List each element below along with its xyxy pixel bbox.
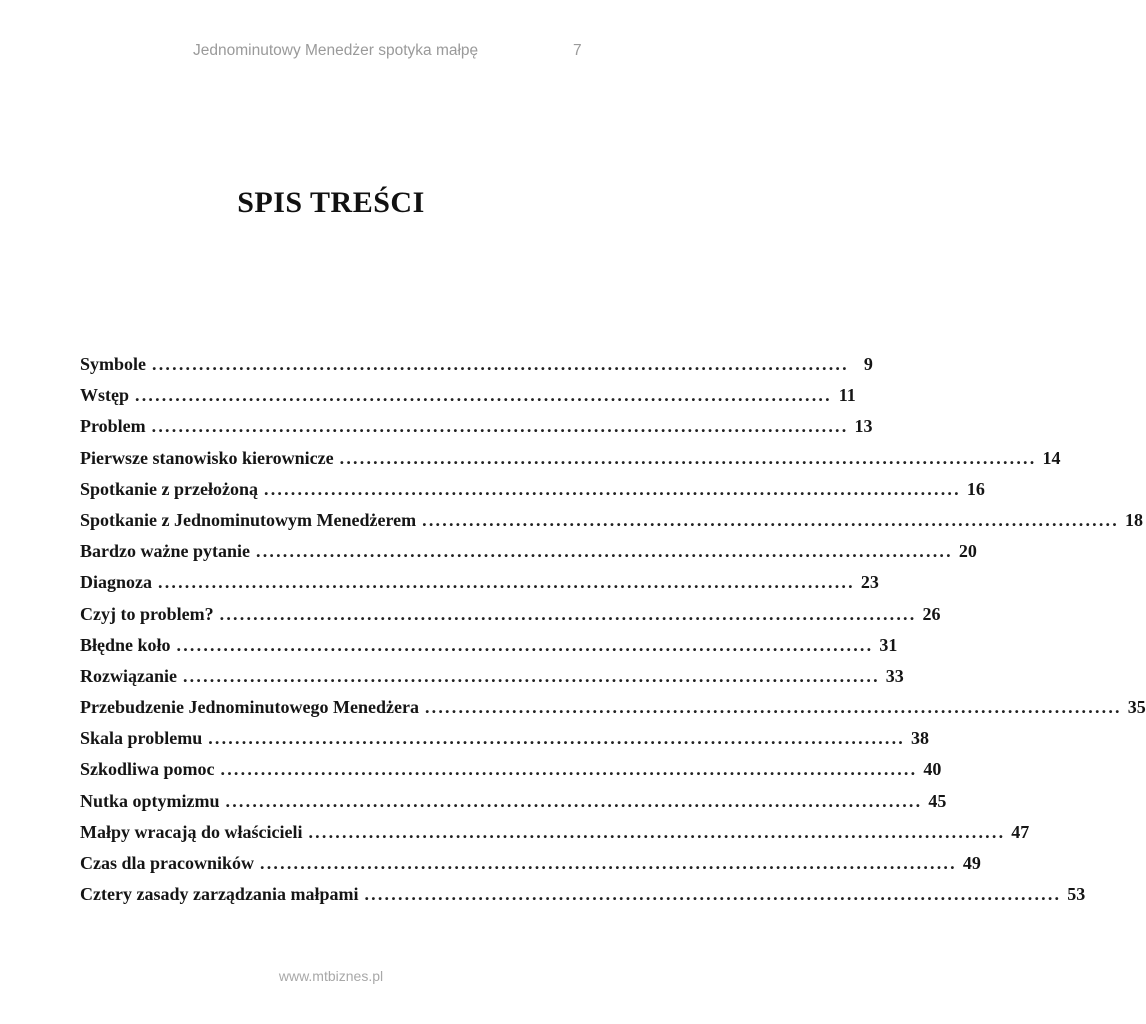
toc-leader-dots: ........................................................................................................ (208, 728, 906, 749)
toc-entry[interactable] (80, 634, 898, 666)
toc-entry-title: Przebudzenie Jednominutowego Menedżera (80, 697, 419, 718)
toc-entry-page: 23 (860, 572, 879, 593)
toc-entry[interactable] (80, 603, 941, 635)
table-of-contents (80, 354, 1146, 915)
toc-entry[interactable] (80, 416, 873, 447)
toc-entry-page: 38 (911, 728, 930, 749)
toc-entry-title: Spotkanie z Jednominutowym Menedżerem (80, 509, 417, 530)
toc-entry-title: Rozwiązanie (80, 665, 177, 686)
toc-entry[interactable] (80, 447, 1061, 479)
toc-entry-page: 45 (928, 790, 947, 811)
toc-entry-title: Czyj to problem? (80, 603, 214, 624)
toc-leader-dots: ........................................................................................................ (152, 354, 849, 374)
toc-leader-dots: ........................................................................................................ (364, 884, 1062, 905)
toc-leader-dots: ........................................................................................................ (176, 634, 874, 655)
toc-entry[interactable] (80, 665, 904, 697)
toc-leader-dots: ........................................................................................................ (339, 447, 1037, 468)
toc-entry-title: Problem (80, 416, 146, 437)
toc-entry[interactable] (80, 853, 981, 884)
toc-leader-dots: ........................................................................................................ (225, 790, 923, 811)
toc-entry-page: 11 (838, 385, 856, 406)
toc-entry[interactable] (80, 821, 1030, 853)
toc-entry-title: Diagnoza (80, 572, 152, 593)
toc-entry-title: Wstęp (80, 385, 129, 406)
toc-leader-dots: ........................................................................................................ (260, 853, 957, 873)
toc-entry[interactable] (80, 790, 947, 822)
toc-leader-dots: ........................................................................................................ (220, 759, 918, 780)
toc-leader-dots: ........................................................................................................ (219, 603, 917, 624)
toc-leader-dots: ........................................................................................................ (424, 697, 1122, 718)
toc-entry[interactable] (80, 697, 1146, 728)
toc-leader-dots: ........................................................................................................ (158, 572, 855, 593)
toc-entry-page: 31 (879, 634, 898, 655)
toc-leader-dots: ........................................................................................................ (182, 665, 880, 686)
toc-entry-title: Cztery zasady zarządzania małpami (80, 884, 359, 905)
toc-entry-page: 40 (923, 759, 942, 780)
toc-entry-title: Symbole (80, 354, 147, 374)
toc-leader-dots: ........................................................................................................ (135, 385, 832, 406)
toc-entry-page: 35 (1127, 697, 1146, 718)
toc-entry-page: 13 (854, 416, 873, 437)
toc-entry-title: Szkodliwa pomoc (80, 759, 215, 780)
toc-entry[interactable] (80, 759, 942, 790)
toc-entry[interactable] (80, 509, 1143, 541)
toc-leader-dots: ........................................................................................................ (308, 821, 1006, 842)
toc-entry-title: Bardzo ważne pytanie (80, 541, 250, 562)
toc-entry-title: Błędne koło (80, 634, 171, 655)
toc-entry-title: Czas dla pracowników (80, 853, 255, 873)
toc-entry-page: 16 (966, 478, 985, 499)
toc-entry-page: 14 (1042, 447, 1061, 468)
toc-entry-page: 20 (958, 541, 977, 562)
toc-leader-dots: ........................................................................................................ (264, 478, 961, 499)
toc-leader-dots: ........................................................................................................ (151, 416, 849, 437)
toc-entry[interactable] (80, 884, 1086, 915)
toc-entry[interactable] (80, 541, 977, 572)
running-head: Jednominutowy Menedżer spotyka małpę (193, 42, 479, 59)
toc-entry[interactable] (80, 572, 879, 603)
toc-entry-title: Pierwsze stanowisko kierownicze (80, 447, 334, 468)
toc-entry-title: Małpy wracają do właścicieli (80, 821, 303, 842)
toc-entry-title: Nutka optymizmu (80, 790, 220, 811)
toc-entry-page: 9 (863, 354, 873, 374)
toc-entry[interactable] (80, 478, 985, 510)
page-number: 7 (573, 42, 582, 59)
toc-entry[interactable] (80, 728, 930, 759)
toc-entry-title: Spotkanie z przełożoną (80, 478, 258, 499)
toc-entry[interactable] (80, 354, 873, 385)
toc-entry-page: 49 (962, 853, 981, 873)
toc-entry-title: Skala problemu (80, 728, 203, 749)
toc-entry-page: 47 (1011, 821, 1030, 842)
toc-entry-page: 33 (885, 665, 904, 686)
toc-leader-dots: ........................................................................................................ (422, 509, 1119, 530)
toc-entry-page: 18 (1124, 509, 1143, 530)
toc-entry-page: 53 (1067, 884, 1086, 905)
page-title: SPIS TREŚCI (237, 186, 425, 219)
toc-entry[interactable] (80, 385, 856, 416)
footer-url: www.mtbiznes.pl (278, 968, 384, 984)
toc-leader-dots: ........................................................................................................ (256, 541, 953, 562)
toc-entry-page: 26 (922, 603, 941, 624)
